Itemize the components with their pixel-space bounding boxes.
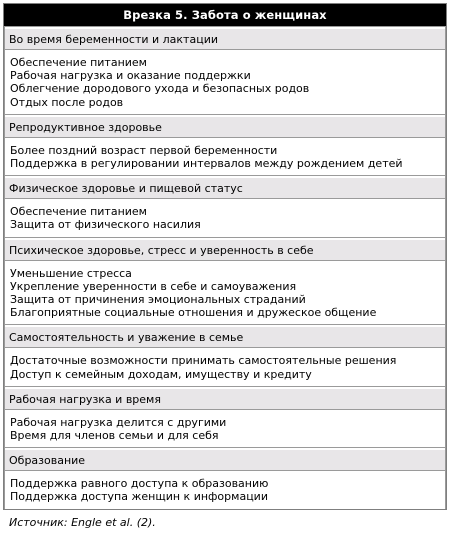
list-item: Достаточные возможности принимать самостоятельные решения [10, 354, 397, 368]
list-item: Отдых после родов [10, 95, 124, 109]
list-item: Более поздний возраст первой беременности [10, 143, 278, 157]
section-header-label: Самостоятельность и уважение в семье [9, 331, 244, 345]
list-item: Поддержка в регулировании интервалов между рождением детей [10, 157, 403, 171]
section-header-label: Во время беременности и лактации [9, 33, 218, 46]
section-body [4, 410, 446, 447]
section-body [4, 348, 446, 385]
box-title: Врезка 5. Забота о женщинах [4, 4, 446, 26]
section-reproductive [4, 114, 446, 175]
list-item: Облегчение дородового ухода и безопасных родов [10, 82, 310, 96]
list-item: Укрепление уверенности в себе и самоуважения [10, 279, 297, 293]
list-item: Рабочая нагрузка делится с другими [10, 415, 227, 429]
section-header [4, 175, 446, 199]
section-header-label: Рабочая нагрузка и время [9, 392, 161, 406]
list-item: Защита от причинения эмоциональных страданий [10, 293, 306, 307]
section-header-label: Физическое здоровье и пищевой статус [9, 182, 243, 196]
list-item: Поддержка равного доступа к образованию [10, 477, 269, 491]
section-workload [4, 386, 446, 447]
section-body [4, 261, 446, 325]
list-item: Рабочая нагрузка и оказание поддержки [10, 69, 251, 83]
list-item: Обеспечение питанием [10, 56, 147, 69]
section-body [4, 138, 446, 175]
section-mental [4, 237, 446, 325]
section-header [4, 237, 446, 261]
section-body [4, 50, 446, 114]
list-item: Уменьшение стресса [10, 266, 132, 280]
section-header [4, 114, 446, 138]
section-body [4, 471, 446, 508]
section-header-label: Образование [9, 454, 86, 468]
list-item: Обеспечение питанием [10, 205, 147, 219]
list-item: Защита от физического насилия [10, 218, 201, 232]
section-autonomy [4, 324, 446, 385]
section-header [4, 447, 446, 471]
section-header [4, 26, 446, 50]
box-panel [3, 3, 447, 510]
section-physical [4, 175, 446, 236]
section-header [4, 386, 446, 410]
section-pregnancy [4, 26, 446, 114]
section-education [4, 447, 446, 508]
section-body [4, 199, 446, 236]
section-header-label: Психическое здоровье, стресс и уверенность в себе [9, 243, 314, 257]
source-note: Источник: Engle et al. (2). [9, 516, 156, 529]
list-item: Доступ к семейным доходам, имуществу и кредиту [10, 367, 312, 381]
list-item: Благоприятные социальные отношения и дружеское общение [10, 306, 377, 320]
section-header-label: Репродуктивное здоровье [9, 120, 162, 134]
list-item: Поддержка доступа женщин к информации [10, 490, 268, 504]
section-header [4, 324, 446, 348]
list-item: Время для членов семьи и для себя [10, 429, 219, 443]
